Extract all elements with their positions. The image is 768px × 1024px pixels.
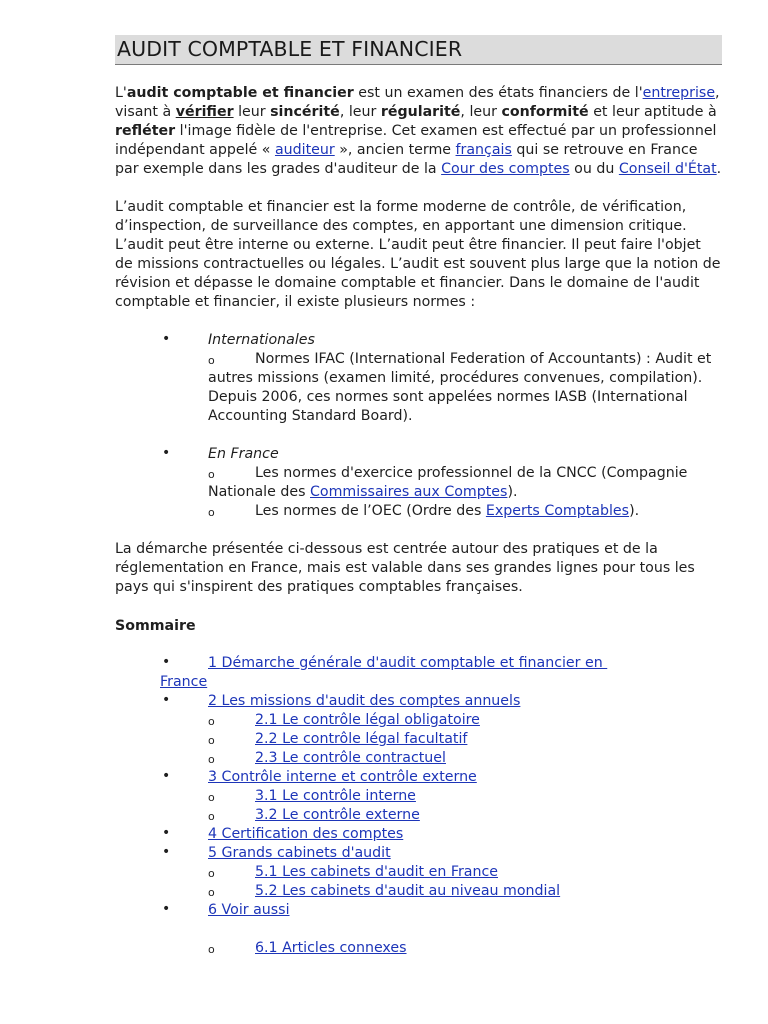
link-auditeur[interactable]: auditeur [274, 142, 335, 158]
text: , visant à [115, 85, 720, 120]
text: », ancien terme [334, 142, 456, 158]
text: , leur [339, 104, 381, 120]
circle-bullet: o [208, 734, 215, 747]
bullet: • [162, 654, 171, 670]
bullet: • [162, 901, 171, 917]
toc-link-6[interactable]: 6 Voir aussi [208, 902, 290, 918]
toc-link-2-3[interactable]: 2.3 Le contrôle contractuel [255, 750, 446, 766]
text: Les normes de l’OEC (Ordre des [255, 503, 486, 519]
text: et leur aptitude à [588, 104, 717, 120]
text: qui se retrouve en France par exemple dans les grades d'auditeur de la [115, 142, 698, 177]
link-commissaires-aux-comptes[interactable]: Commissaires aux Comptes [310, 484, 508, 500]
link-conseil-etat[interactable]: Conseil d'État [618, 161, 717, 177]
norms-france-list [115, 445, 722, 521]
bullet: • [162, 445, 171, 461]
bold-term: vérifier [175, 104, 234, 120]
toc-link-5[interactable]: 5 Grands cabinets d'audit [208, 845, 391, 861]
toc-link-2-1[interactable]: 2.1 Le contrôle légal obligatoire [255, 712, 480, 728]
circle-bullet: o [208, 506, 215, 519]
toc-list [115, 654, 722, 964]
bold-term: régularité [380, 104, 461, 120]
norms-list [115, 331, 722, 426]
toc-link-2[interactable]: 2 Les missions d'audit des comptes annuels [208, 693, 521, 709]
bullet: • [162, 692, 171, 708]
norm-heading-internationales: Internationales [208, 332, 315, 348]
circle-bullet: o [208, 468, 215, 481]
link-cour-des-comptes[interactable]: Cour des comptes [441, 161, 570, 177]
bold-term: audit comptable et financier [126, 85, 354, 101]
circle-bullet: o [208, 753, 215, 766]
circle-bullet: o [208, 886, 215, 899]
norm-heading-france: En France [208, 446, 279, 462]
bold-term: refléter [115, 123, 176, 139]
toc-link-1-cont[interactable]: France [160, 674, 208, 690]
link-entreprise[interactable]: entreprise [642, 85, 716, 101]
circle-bullet: o [208, 354, 215, 367]
body-paragraph-2: La démarche présentée ci-dessous est centrée autour des pratiques et de la réglementation en France, mais est valable dans ses grandes lignes pour tous les pays qui s'inspirent des pratiques comptables françaises. [115, 541, 695, 595]
text: est un examen des états financiers de l' [353, 85, 643, 101]
bold-term: sincérité [270, 104, 340, 120]
link-experts-comptables[interactable]: Experts Comptables [485, 503, 630, 519]
text: L' [115, 85, 127, 101]
bullet: • [162, 844, 171, 860]
intro-paragraph [115, 84, 722, 179]
toc-link-3[interactable]: 3 Contrôle interne et contrôle externe [208, 769, 477, 785]
text: ). [507, 484, 518, 500]
norm-intl-text: Normes IFAC (International Federation of Accountants) : Audit et autres missions (examen limité, procédures convenues, compilation). Depuis 2006, ces normes sont appelées normes IASB (International Accounting Standard Board). [208, 351, 712, 424]
toc-heading: Sommaire [115, 618, 196, 634]
norm-france-item2 [255, 502, 639, 521]
bold-term: conformité [501, 104, 589, 120]
bullet: • [162, 768, 171, 784]
document-page [115, 35, 722, 964]
text: l'image fidèle de l'entreprise. Cet examen est effectué par un professionnel indépendant appelé « [115, 123, 717, 158]
norm-france-item1 [208, 464, 708, 502]
toc-link-1[interactable]: 1 Démarche générale d'audit comptable et financier en [208, 655, 608, 671]
bullet: • [162, 331, 171, 347]
circle-bullet: o [208, 943, 215, 956]
toc-link-4[interactable]: 4 Certification des comptes [208, 826, 404, 842]
circle-bullet: o [208, 867, 215, 880]
bullet: • [162, 825, 171, 841]
text: ou du [569, 161, 619, 177]
circle-bullet: o [208, 810, 215, 823]
text: . [716, 161, 722, 177]
toc-link-3-2[interactable]: 3.2 Le contrôle externe [255, 807, 420, 823]
link-francais[interactable]: français [455, 142, 512, 158]
text: leur [233, 104, 271, 120]
page-title: AUDIT COMPTABLE ET FINANCIER [115, 35, 722, 65]
toc-link-5-2[interactable]: 5.2 Les cabinets d'audit au niveau mondial [255, 883, 561, 899]
circle-bullet: o [208, 791, 215, 804]
toc-link-6-1[interactable]: 6.1 Articles connexes [255, 940, 407, 956]
text: ). [629, 503, 640, 519]
toc-link-3-1[interactable]: 3.1 Le contrôle interne [255, 788, 416, 804]
text: Les normes d'exercice professionnel de la CNCC (Compagnie Nationale des [208, 465, 688, 500]
body-paragraph: L’audit comptable et financier est la forme moderne de contrôle, de vérification, d’inspection, de surveillance des comptes, en apportant une dimension critique. L’audit peut être interne ou externe. L’audit peut être financier. Il peut faire l'objet de missions contractuelles ou légales. L’audit est souvent plus large que la notion de révision et dépasse le domaine comptable et financier. Dans le domaine de l'audit comptable et financier, il existe plusieurs normes : [115, 199, 721, 310]
toc-link-5-1[interactable]: 5.1 Les cabinets d'audit en France [255, 864, 499, 880]
text: , leur [460, 104, 502, 120]
circle-bullet: o [208, 715, 215, 728]
toc-link-2-2[interactable]: 2.2 Le contrôle légal facultatif [255, 731, 468, 747]
